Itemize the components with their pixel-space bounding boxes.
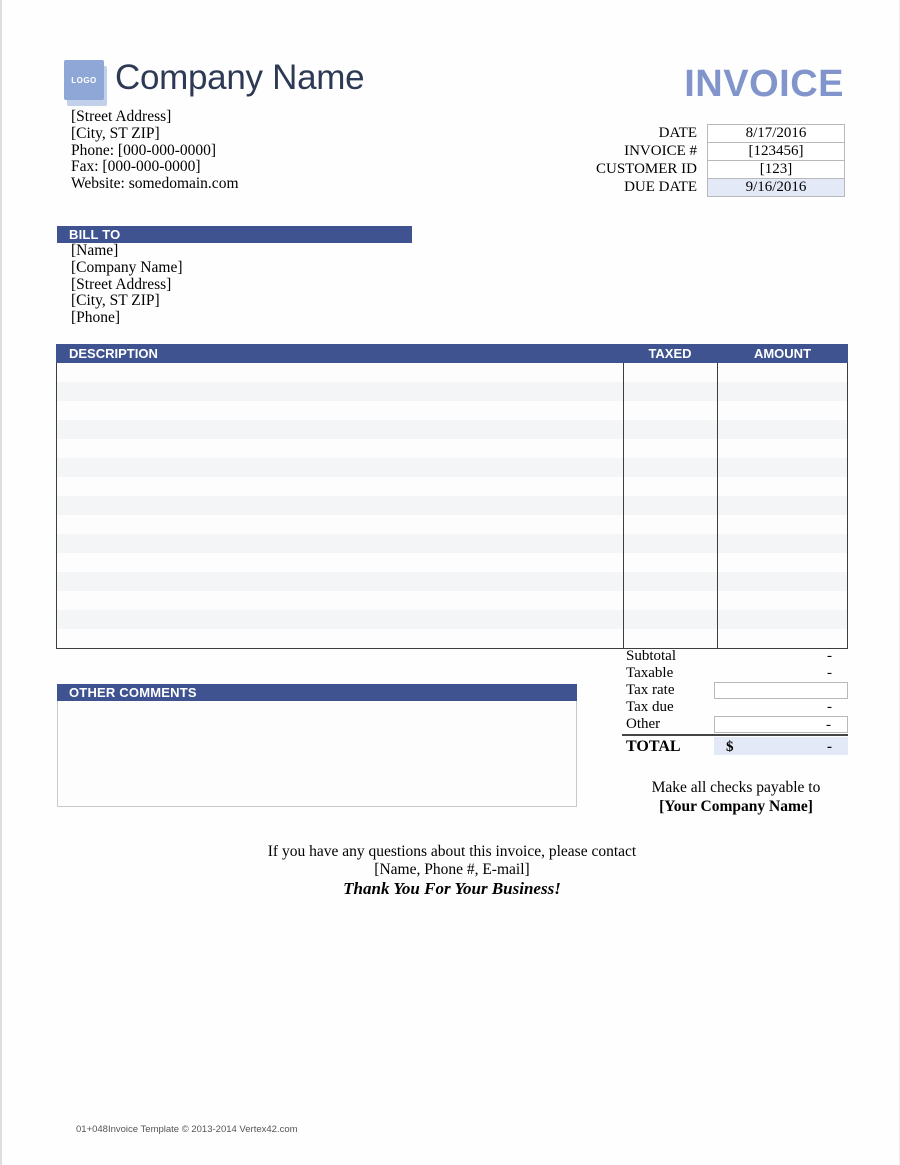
column-divider-taxed <box>623 363 624 648</box>
table-row[interactable] <box>57 610 847 629</box>
totals-label-subtotal: Subtotal <box>626 648 677 664</box>
totals-total-box <box>714 737 848 755</box>
table-row[interactable] <box>57 477 847 496</box>
line-items-table <box>56 344 848 649</box>
company-logo <box>64 60 110 106</box>
bill-to-phone: [Phone] <box>71 309 121 327</box>
line-items-body <box>56 363 848 649</box>
totals-label-other: Other <box>626 716 661 732</box>
logo-square <box>64 60 104 100</box>
totals-label-tax-rate: Tax rate <box>626 682 675 698</box>
bill-to-heading-label: BILL TO <box>69 227 121 242</box>
table-row[interactable] <box>57 458 847 477</box>
payable-block <box>602 778 870 816</box>
table-row[interactable] <box>57 439 847 458</box>
line-items-header-row <box>56 344 848 363</box>
meta-value-date[interactable]: 8/17/2016 <box>708 125 845 143</box>
footer-thanks: Thank You For Your Business! <box>343 879 561 898</box>
table-row[interactable] <box>57 363 847 382</box>
totals-label-total: TOTAL <box>626 738 681 755</box>
bill-to-street: [Street Address] <box>71 275 172 293</box>
table-row[interactable] <box>57 420 847 439</box>
invoice-title: INVOICE <box>684 63 844 105</box>
meta-label-due-date: DUE DATE <box>624 179 697 195</box>
bill-to-header <box>57 226 412 243</box>
invoice-meta-table <box>596 124 845 197</box>
bill-to-company: [Company Name] <box>71 258 183 276</box>
other-comments-heading-label: OTHER COMMENTS <box>69 685 197 700</box>
table-row[interactable] <box>57 629 847 648</box>
totals-row-tax-rate <box>622 682 848 699</box>
company-name: Company Name <box>115 58 365 97</box>
meta-row-due-date <box>596 179 845 197</box>
company-address-line: [City, ST ZIP] <box>71 124 160 142</box>
footer-contact-details: [Name, Phone #, E-mail] <box>374 861 530 878</box>
totals-value-taxable: - <box>827 665 832 681</box>
copyright-notice: 01+048Invoice Template © 2013-2014 Vertex42.com <box>76 1124 298 1135</box>
bill-to-city: [City, ST ZIP] <box>71 292 160 310</box>
meta-row-invoice-number <box>596 143 845 161</box>
table-row[interactable] <box>57 515 847 534</box>
meta-row-customer-id <box>596 161 845 179</box>
column-header-description: DESCRIPTION <box>69 346 158 361</box>
company-address-line: [Street Address] <box>71 108 172 125</box>
payable-line: Make all checks payable to <box>651 779 821 796</box>
totals-value-total: - <box>827 739 832 755</box>
column-header-taxed: TAXED <box>648 346 692 361</box>
meta-row-date <box>596 125 845 143</box>
bill-to-block[interactable] <box>71 243 182 327</box>
totals-section <box>622 648 848 756</box>
meta-value-customer-id[interactable]: [123] <box>708 161 845 179</box>
totals-value-subtotal: - <box>827 648 832 664</box>
payable-company-name: [Your Company Name] <box>659 798 813 815</box>
table-row[interactable] <box>57 401 847 420</box>
company-website-line: Website: somedomain.com <box>71 175 239 193</box>
other-comments-header <box>57 684 577 701</box>
totals-row-other <box>622 716 848 733</box>
meta-value-due-date[interactable]: 9/16/2016 <box>708 179 845 197</box>
table-row[interactable] <box>57 496 847 515</box>
company-phone-line: Phone: [000-000-0000] <box>71 141 217 159</box>
company-address-block <box>71 109 239 193</box>
meta-label-date: DATE <box>658 125 697 141</box>
totals-row-subtotal <box>622 648 848 665</box>
totals-label-taxable: Taxable <box>626 665 674 681</box>
column-header-amount: AMOUNT <box>753 346 812 361</box>
meta-label-customer-id: CUSTOMER ID <box>596 161 697 177</box>
column-divider-amount <box>717 363 718 648</box>
totals-row-taxable <box>622 665 848 682</box>
table-row[interactable] <box>57 382 847 401</box>
company-fax-line: Fax: [000-000-0000] <box>71 158 201 176</box>
totals-row-tax-due <box>622 699 848 716</box>
footer-block <box>152 843 752 898</box>
tax-rate-input[interactable] <box>714 682 848 699</box>
bill-to-name: [Name] <box>71 242 119 259</box>
other-comments-input[interactable] <box>57 701 577 807</box>
totals-value-tax-due: - <box>827 699 832 715</box>
table-row[interactable] <box>57 572 847 591</box>
table-row[interactable] <box>57 553 847 572</box>
footer-contact-line: If you have any questions about this invoice, please contact <box>267 843 637 860</box>
totals-label-tax-due: Tax due <box>626 699 674 715</box>
table-row[interactable] <box>57 534 847 553</box>
other-amount-input[interactable]: - <box>714 716 848 733</box>
meta-label-invoice-number: INVOICE # <box>624 143 697 159</box>
currency-symbol: $ <box>726 739 734 755</box>
totals-row-total <box>622 734 848 756</box>
logo-text: LOGO <box>71 75 97 85</box>
table-row[interactable] <box>57 591 847 610</box>
meta-value-invoice-number[interactable]: [123456] <box>708 143 845 161</box>
